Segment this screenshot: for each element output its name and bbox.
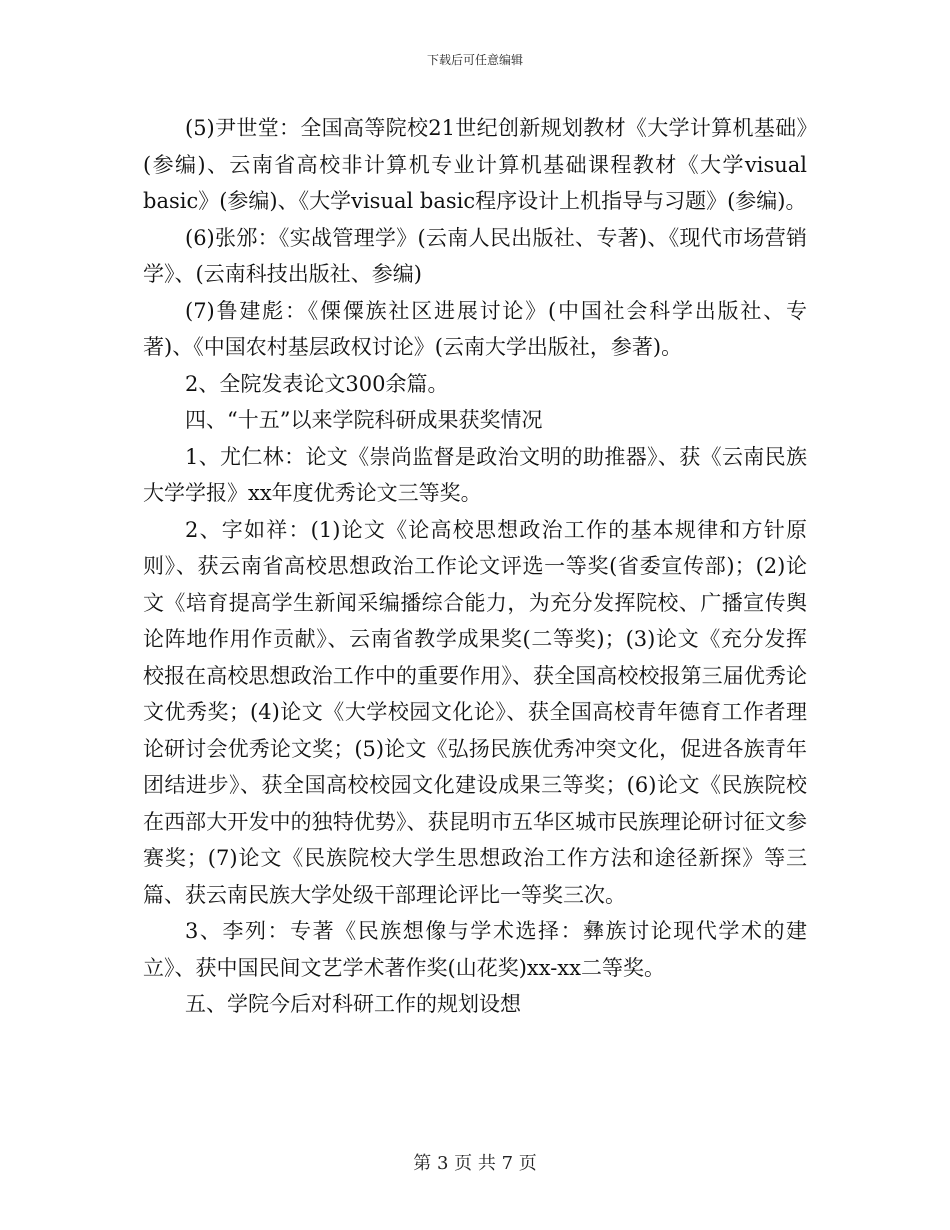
paragraph-author-zhang: (6)张邠：《实战管理学》(云南人民出版社、专著)、《现代市场营销学》、(云南科技出版社、参编) bbox=[143, 225, 807, 286]
page-number-footer: 第 3 页 共 7 页 bbox=[413, 1153, 537, 1174]
page-header: 下载后可任意编辑 bbox=[426, 53, 523, 67]
section-heading-awards: 四、“十五”以来学院科研成果获奖情况 bbox=[185, 408, 543, 432]
document-body bbox=[143, 110, 807, 1023]
paragraph-award-you: 1、尤仁林：论文《崇尚监督是政治文明的助推器》、获《云南民族大学学报》xx年度优秀论文三等奖。 bbox=[143, 444, 807, 505]
paragraph-award-li: 3、李列：专著《民族想像与学术选择：彝族讨论现代学术的建立》、获中国民间文艺学术著作奖(山花奖)xx-xx二等奖。 bbox=[143, 919, 807, 980]
paragraph-author-yin: (5)尹世堂：全国高等院校21世纪创新规划教材《大学计算机基础》(参编)、云南省高校非计算机专业计算机基础课程教材《大学visual basic》(参编)、《大学visual basic程序设计上机指导与习题》(参编)。 bbox=[143, 116, 807, 213]
paragraph-award-zi: 2、字如祥：(1)论文《论高校思想政治工作的基本规律和方针原则》、获云南省高校思想政治工作论文评选一等奖(省委宣传部)；(2)论文《培育提高学生新闻采编播综合能力，为充分发挥院校、广播宣传舆论阵地作用作贡献》、云南省教学成果奖(二等奖)；(3)论文《充分发挥校报在高校思想政治工作中的重要作用》、获全国高校校报第三届优秀论文优秀奖；(4)论文《大学校园文化论》、获全国高校青年德育工作者理论研讨会优秀论文奖；(5)论文《弘扬民族优秀冲突文化，促进各族青年团结进步》、获全国高校校园文化建设成果三等奖；(6)论文《民族院校在西部大开发中的独特优势》、获昆明市五华区城市民族理论研讨征文参赛奖；(7)论文《民族院校大学生思想政治工作方法和途径新探》等三篇、获云南民族大学处级干部理论评比一等奖三次。 bbox=[143, 517, 807, 907]
paragraph-author-lu: (7)鲁建彪：《傈僳族社区进展讨论》(中国社会科学出版社、专著)、《中国农村基层政权讨论》(云南大学出版社，参著)。 bbox=[143, 298, 807, 359]
section-heading-plans: 五、学院今后对科研工作的规划设想 bbox=[185, 992, 521, 1016]
paragraph-papers-count: 2、全院发表论文300余篇。 bbox=[185, 371, 449, 396]
